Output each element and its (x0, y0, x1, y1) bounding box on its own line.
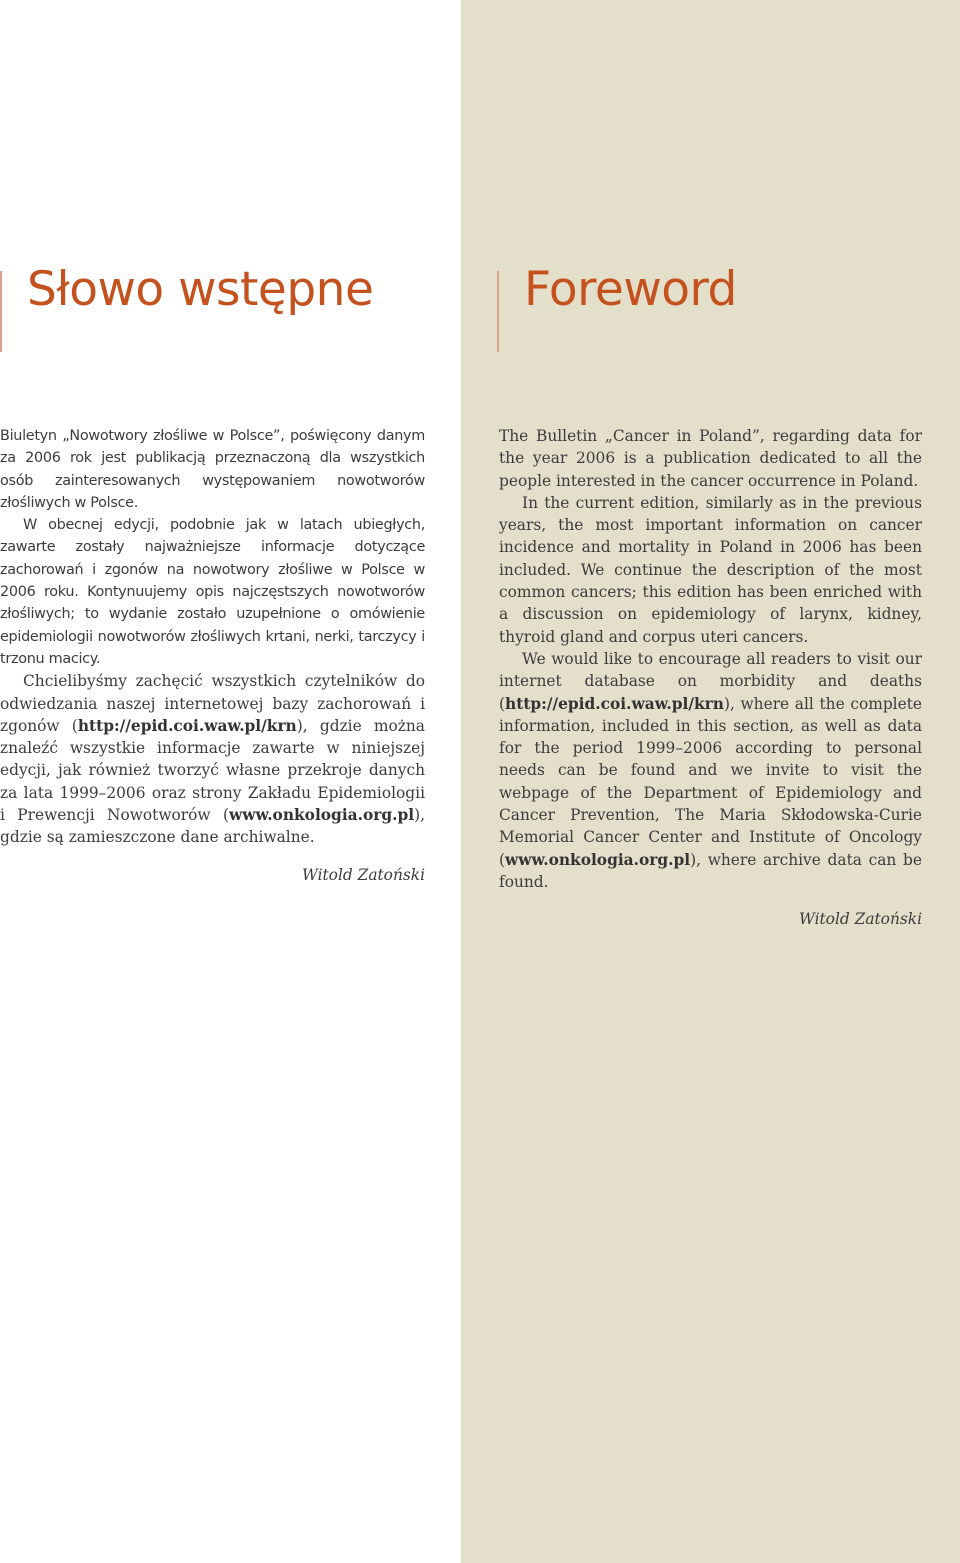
paragraph-3-text-c: ), gdzie są zamieszczone dane archiwalne. (0, 806, 425, 847)
paragraph-3-text-c: ), where archive data can be found. (499, 850, 922, 891)
paragraph-3-text-a: We would like to encourage all readers to visit our internet database on morbidity and deaths ( (499, 649, 922, 713)
signature: Witold Zatoński (302, 865, 425, 884)
paragraph-1: The Bulletin „Cancer in Poland”, regarding data for the year 2006 is a publication dedicated to all the people interested in the cancer occurrence in Poland. (499, 427, 922, 490)
onkologia-link[interactable]: www.onkologia.org.pl (229, 806, 415, 825)
paragraph-3-text-b: ), gdzie można znaleźć wszystkie informacje zawarte w niniejszej edycji, jak również tworzyć własne przekroje danych za lata 1999–2006 oraz strony Zakładu Epidemiologii i Prewencji Nowotworów ( (0, 716, 425, 825)
paragraph-3-text-b: ), where all the complete information, included in this section, as well as data for the period 1999–2006 according to personal needs can be found and we invite to visit the webpage of the Department of Epidemiology and Cancer Prevention, The Maria Skłodowska-Curie Memorial Cancer Center and Institute of Oncology ( (499, 694, 922, 869)
title-rule-english (497, 271, 499, 352)
paragraph-2: W obecnej edycji, podobnie jak w latach ubiegłych, zawarte zostały najważniejsze informacje dotyczące zachorowań i zgonów na nowotwory złośliwe w Polsce w 2006 roku. Kontynuujemy opis najczęstszych nowotworów złośliwych; to wydanie zostało uzupełnione o omówienie epidemiologii nowotworów złośliwych krtani, nerki, tarczycy i trzonu macicy. (0, 517, 425, 667)
signature: Witold Zatoński (799, 910, 922, 929)
paragraph-2: In the current edition, similarly as in the previous years, the most important information on cancer incidence and mortality in Poland in 2006 has been included. We continue the description of the most common cancers; this edition has been enriched with a discussion on epidemiology of larynx, kidney, thyroid gland and corpus uteri cancers. (499, 493, 922, 646)
title-rule-polish (0, 271, 2, 352)
english-column (499, 425, 922, 931)
title-polish: Słowo wstępne (27, 262, 374, 317)
paragraph-3 (0, 670, 425, 848)
epid-link[interactable]: http://epid.coi.waw.pl/krn (505, 694, 724, 713)
paragraph-3-text-a: Chcielibyśmy zachęcić wszystkich czytelników do odwiedzania naszej internetowej bazy zachorowań i zgonów ( (0, 672, 425, 735)
onkologia-link[interactable]: www.onkologia.org.pl (505, 850, 691, 869)
paragraph-1: Biuletyn „Nowotwory złośliwe w Polsce”, poświęcony danym za 2006 rok jest publikacją przeznaczoną dla wszystkich osób zainteresowanych występowaniem nowotworów złośliwych w Polsce. (0, 428, 425, 511)
title-english: Foreword (524, 262, 737, 317)
polish-column (0, 425, 425, 886)
epid-link[interactable]: http://epid.coi.waw.pl/krn (77, 716, 297, 735)
paragraph-3 (499, 648, 922, 893)
